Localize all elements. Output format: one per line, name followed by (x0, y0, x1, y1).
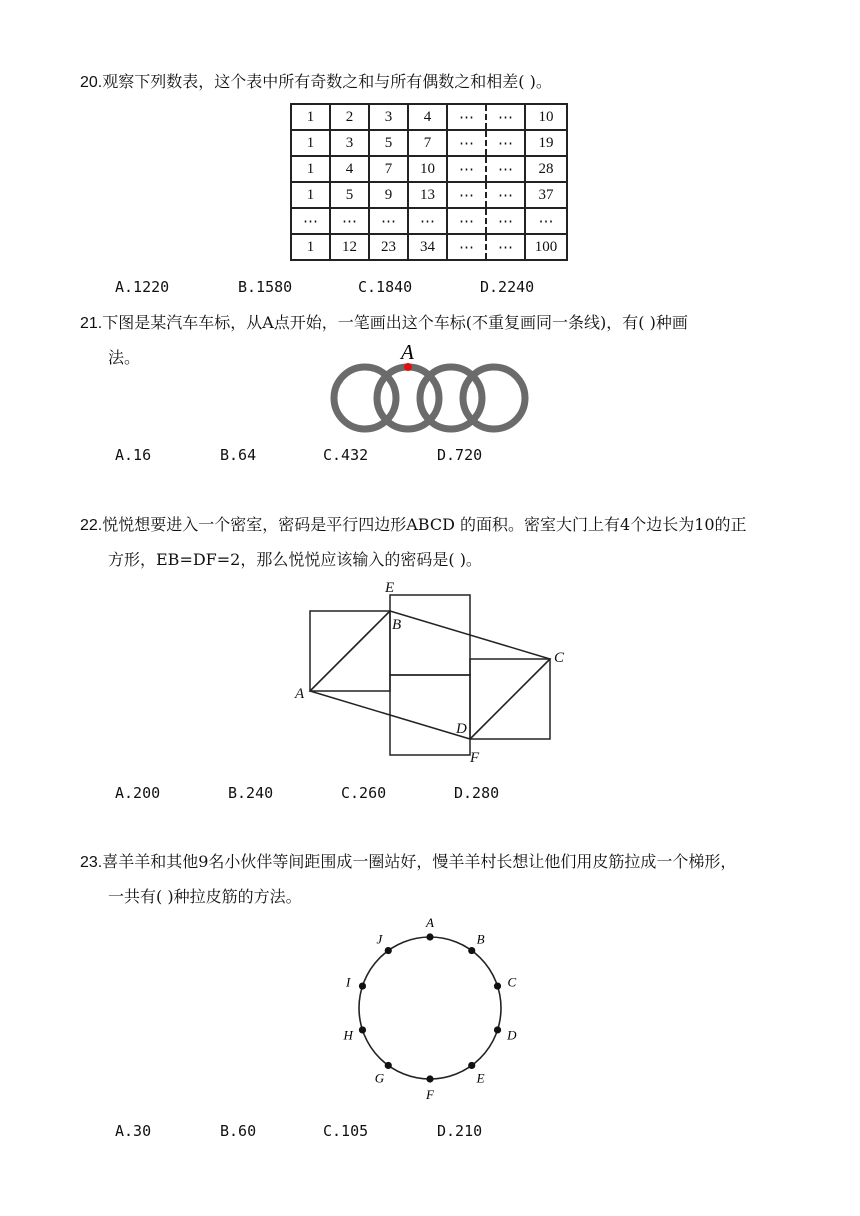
table-cell: 23 (369, 234, 408, 260)
table-cell: ⋯ (330, 208, 369, 234)
table-cell: ⋯ (486, 182, 525, 208)
option-a[interactable]: A.1220 (115, 278, 170, 296)
table-cell: ⋯ (486, 130, 525, 156)
point-c-dot (494, 982, 501, 989)
point-d-label: D (507, 1027, 517, 1043)
table-cell: 1 (291, 182, 330, 208)
table-row (291, 104, 567, 130)
question-text-line2: 一共有( )种拉皮筋的方法。 (108, 887, 302, 906)
label-b: B (392, 617, 402, 633)
option-c[interactable]: C.1840 (358, 278, 413, 296)
table-cell: 28 (525, 156, 567, 182)
point-a-label: A (401, 340, 414, 364)
table-cell: 5 (330, 182, 369, 208)
table-cell: ⋯ (369, 208, 408, 234)
option-b[interactable]: B.1580 (238, 278, 293, 296)
table-cell: 5 (369, 130, 408, 156)
table-cell: ⋯ (486, 208, 525, 234)
table-cell: 100 (525, 234, 567, 260)
question-text-line1: 悦悦想要进入一个密室，密码是平行四边形ABCD 的面积。密室大门上有4个边长为10的正 (102, 515, 747, 534)
question-23 (80, 845, 780, 914)
question-20 (80, 65, 780, 100)
question-number: 21. (80, 315, 103, 332)
option-a[interactable]: A.200 (115, 784, 161, 802)
point-i-label: I (346, 974, 351, 990)
table-row (291, 156, 567, 182)
point-b-label: B (476, 931, 485, 947)
number-table (290, 103, 568, 261)
table-cell: 19 (525, 130, 567, 156)
option-b[interactable]: B.60 (220, 1122, 257, 1140)
question-text: 观察下列数表，这个表中所有奇数之和与所有偶数之和相差( )。 (102, 72, 552, 91)
point-h-dot (359, 1026, 366, 1033)
option-b[interactable]: B.64 (220, 446, 257, 464)
point-i-dot (359, 982, 366, 989)
table-cell: 9 (369, 182, 408, 208)
option-a[interactable]: A.30 (115, 1122, 152, 1140)
table-cell: 1 (291, 104, 330, 130)
option-c[interactable]: C.260 (341, 784, 387, 802)
ring-4 (463, 367, 525, 429)
car-logo-rings (330, 340, 540, 435)
point-g-dot (385, 1062, 392, 1069)
option-a[interactable]: A.16 (115, 446, 152, 464)
table-cell: 1 (291, 234, 330, 260)
question-22 (80, 508, 780, 577)
table-cell: 4 (330, 156, 369, 182)
table-cell: ⋯ (447, 182, 486, 208)
table-cell: 7 (369, 156, 408, 182)
point-a-label: A (426, 915, 434, 930)
table-cell: 7 (408, 130, 447, 156)
table-cell: 2 (330, 104, 369, 130)
point-g-label: G (374, 1070, 385, 1086)
point-f-label: F (426, 1087, 434, 1102)
table-cell: ⋯ (525, 208, 567, 234)
point-a-dot (404, 363, 412, 371)
label-d: D (456, 721, 467, 737)
table-cell: 3 (330, 130, 369, 156)
circle-of-ten-points (330, 910, 530, 1105)
point-a-dot (426, 933, 433, 940)
table-row (291, 130, 567, 156)
option-c[interactable]: C.432 (323, 446, 369, 464)
question-text-line1: 下图是某汽车车标，从A点开始，一笔画出这个车标(不重复画同一条线)，有( )种画 (102, 313, 688, 332)
point-j-label: J (376, 931, 383, 947)
table-cell: ⋯ (486, 156, 525, 182)
table-cell: ⋯ (447, 104, 486, 130)
option-d[interactable]: D.720 (437, 446, 483, 464)
table-row (291, 208, 567, 234)
option-d[interactable]: D.2240 (480, 278, 535, 296)
table-cell: ⋯ (447, 130, 486, 156)
option-b[interactable]: B.240 (228, 784, 274, 802)
table-cell: ⋯ (447, 208, 486, 234)
question-number: 22. (80, 517, 103, 534)
question-number: 23. (80, 854, 103, 871)
option-d[interactable]: D.280 (454, 784, 500, 802)
point-b-dot (468, 947, 475, 954)
label-f: F (470, 750, 480, 766)
point-d-dot (494, 1026, 501, 1033)
table-cell: ⋯ (486, 104, 525, 130)
parallelogram-figure (280, 575, 580, 770)
table-cell: ⋯ (447, 156, 486, 182)
square-top (390, 595, 470, 675)
table-cell: 34 (408, 234, 447, 260)
point-h-label: H (343, 1027, 353, 1043)
option-c[interactable]: C.105 (323, 1122, 369, 1140)
point-e-dot (468, 1062, 475, 1069)
table-cell: ⋯ (447, 234, 486, 260)
question-text-line1: 喜羊羊和其他9名小伙伴等间距围成一圈站好，慢羊羊村长想让他们用皮筋拉成一个梯形， (102, 852, 737, 871)
label-e: E (385, 580, 395, 596)
table-cell: ⋯ (486, 234, 525, 260)
table-cell: ⋯ (291, 208, 330, 234)
table-cell: 1 (291, 130, 330, 156)
point-f-dot (426, 1075, 433, 1082)
table-cell: 3 (369, 104, 408, 130)
table-cell: 12 (330, 234, 369, 260)
point-e-label: E (476, 1070, 485, 1086)
table-cell: 13 (408, 182, 447, 208)
question-text-line2: 法。 (108, 348, 141, 367)
question-number: 20. (80, 74, 103, 91)
table-cell: 37 (525, 182, 567, 208)
table-cell: 10 (525, 104, 567, 130)
point-c-label: C (507, 974, 517, 990)
point-j-dot (385, 947, 392, 954)
table-cell: 10 (408, 156, 447, 182)
option-d[interactable]: D.210 (437, 1122, 483, 1140)
question-text-line2: 方形，EB=DF=2，那么悦悦应该输入的密码是( )。 (108, 550, 482, 569)
square-bottom (390, 675, 470, 755)
table-cell: ⋯ (408, 208, 447, 234)
table-row (291, 234, 567, 260)
circle-outline (359, 937, 501, 1079)
label-a: A (295, 686, 305, 702)
table-cell: 4 (408, 104, 447, 130)
label-c: C (554, 650, 565, 666)
table-row (291, 182, 567, 208)
table-cell: 1 (291, 156, 330, 182)
